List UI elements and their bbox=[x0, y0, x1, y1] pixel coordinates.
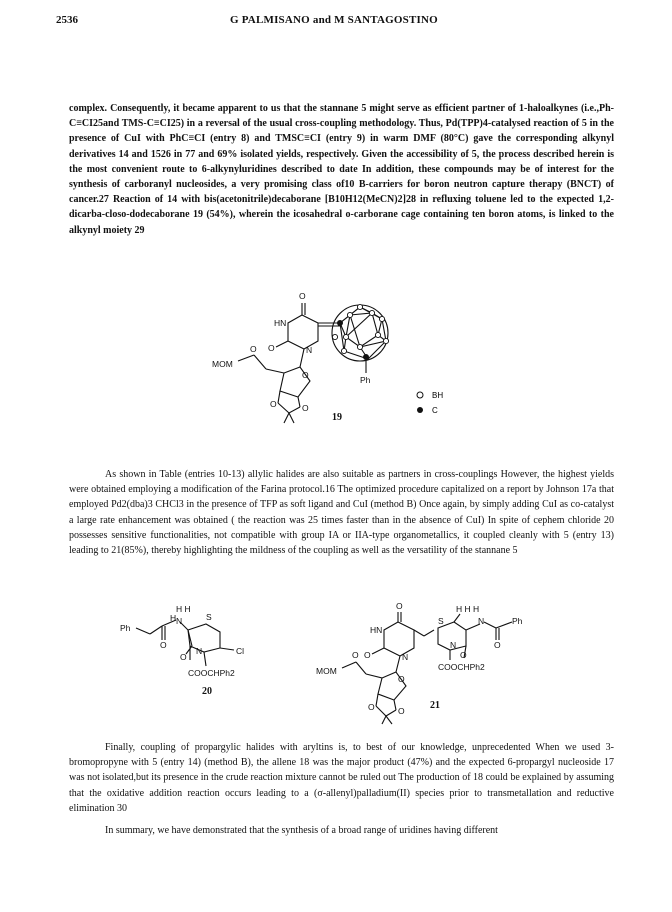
label-oxygen: O bbox=[299, 291, 306, 301]
compound-number: 19 bbox=[332, 412, 342, 423]
label-sulfur: S bbox=[206, 612, 212, 622]
paragraph-2: As shown in Table (entries 10-13) allylic halides are also suitable as partners in cross-couplings However, the highest yields were obtained employing a modification of the Farina protocol.16 The optimized procedure capitalized on a report by Johnson 17a that employed Pd2(dba)3 CHCl3 in the presence of TFP as soft ligand and CuI (method B) Once again, by simply adding CuI as co-catalyst a large rate enhancement was obtained ( the reaction was 25 times faster than in the absence of CuI) In spite of cephem chloride 20 possesses sensitive functionalities, not compatible with group IA or IIA-type organometallics, it coupled cleanly with 5 (entry 13) leading to 21(85%), thereby highlighting the mildness of the coupling as well as the versatility of the stannane 5 bbox=[69, 469, 614, 557]
label-oxygen: O bbox=[364, 650, 371, 660]
paragraph-3: Finally, coupling of propargylic halides with aryltins is, to best of our knowledge, unprecedented When we used 3-bromopropyne with 5 (entry 14) (method B), the allene 18 was the major product (47%) and the expected 6-propargyl nucleoside 17 was not isolated,but its presence in the crude reaction mixture cannot be ruled out The production of 18 could be explained by assuming that the oxidative addition reaction occurs leading to a (σ-allenyl)palladium(II) species prior to transmetallation and reductive elimination 30 bbox=[69, 742, 614, 814]
label-oxygen: O bbox=[268, 343, 275, 353]
label-nitrogen: N bbox=[196, 646, 203, 656]
label-oxygen: O bbox=[180, 652, 187, 662]
label-nitrogen: N bbox=[402, 652, 409, 662]
label-chlorine: Cl bbox=[236, 646, 245, 656]
label-hn: HN bbox=[370, 625, 383, 635]
label-hn: HN bbox=[274, 318, 287, 328]
running-head: G PALMISANO and M SANTAGOSTINO bbox=[230, 14, 438, 26]
atom-legend bbox=[417, 391, 443, 415]
label-hh: H H bbox=[176, 604, 191, 614]
label-oxygen: O bbox=[396, 602, 403, 611]
label-sulfur: S bbox=[438, 616, 444, 626]
compound-number: 20 bbox=[202, 686, 212, 697]
label-oxygen: O bbox=[302, 370, 309, 380]
label-h: H bbox=[170, 613, 177, 623]
label-phenyl: Ph bbox=[360, 375, 371, 385]
label-oxygen: O bbox=[250, 344, 257, 354]
label-nitrogen: N bbox=[176, 616, 183, 626]
label-ester: COOCHPh2 bbox=[188, 668, 235, 678]
label-ester: COOCHPh2 bbox=[438, 662, 485, 672]
label-hhh: H H H bbox=[456, 604, 480, 614]
label-oxygen: O bbox=[352, 650, 359, 660]
label-oxygen: O bbox=[368, 702, 375, 712]
structures-20-21 bbox=[120, 602, 570, 727]
compound-number: 21 bbox=[430, 700, 440, 711]
legend-c: C bbox=[432, 406, 438, 415]
label-nitrogen: N bbox=[306, 345, 313, 355]
label-oxygen: O bbox=[398, 706, 405, 716]
label-oxygen: O bbox=[302, 403, 309, 413]
paragraph-1: complex. Consequently, it became apparent to us that the stannane 5 might serve as efficient partner of 1-haloalkynes (i.e.,Ph-C≡CI25and TMS-C≡CI25) in a reversal of the usual cross-coupling methodology. Thus, Pd(TPP)4-catalysed reaction of 5 in the presence of CuI with PhC≡CI (entry 8) and TMSC≡CI (entry 9) in warm DMF (80°C) gave the corresponding alkynyl derivatives 14 and 1526 in 77 and 69% isolated yields, respectively. Given the accessibility of 5, the process described herein is the most convenient route to 6-alkynyluridines described to date In addition, these compounds may be of interest for the synthesis of carboranyl nucleosides, a very promising class of10 B-carriers for boron neutron capture therapy (BNCT) of cancer.27 Reaction of 14 with bis(acetonitrile)decaborane [B10H12(MeCN)2]28 in refluxing toluene led to the expected 1,2-dicarba-closo-dodecaborane 19 (54%), wherein the icosahedral o-carborane cage containing ten boron atoms, is linked to the alkynyl moiety 29 bbox=[69, 103, 614, 236]
page-number: 2536 bbox=[56, 14, 78, 26]
label-oxygen: O bbox=[494, 640, 501, 650]
label-oxygen: O bbox=[270, 399, 277, 409]
label-phenyl: Ph bbox=[512, 616, 523, 626]
label-nitrogen: N bbox=[450, 640, 457, 650]
legend-bh: BH bbox=[432, 391, 444, 400]
label-oxygen: O bbox=[398, 674, 405, 684]
label-mom: MOM bbox=[212, 359, 233, 369]
structure-19 bbox=[200, 285, 490, 430]
label-nitrogen: N bbox=[478, 616, 485, 626]
label-oxygen: O bbox=[160, 640, 167, 650]
label-mom: MOM bbox=[316, 666, 337, 676]
paragraph-4: In summary, we have demonstrated that the synthesis of a broad range of uridines having different bbox=[105, 825, 498, 836]
label-oxygen: O bbox=[460, 650, 467, 660]
label-phenyl: Ph bbox=[120, 623, 131, 633]
